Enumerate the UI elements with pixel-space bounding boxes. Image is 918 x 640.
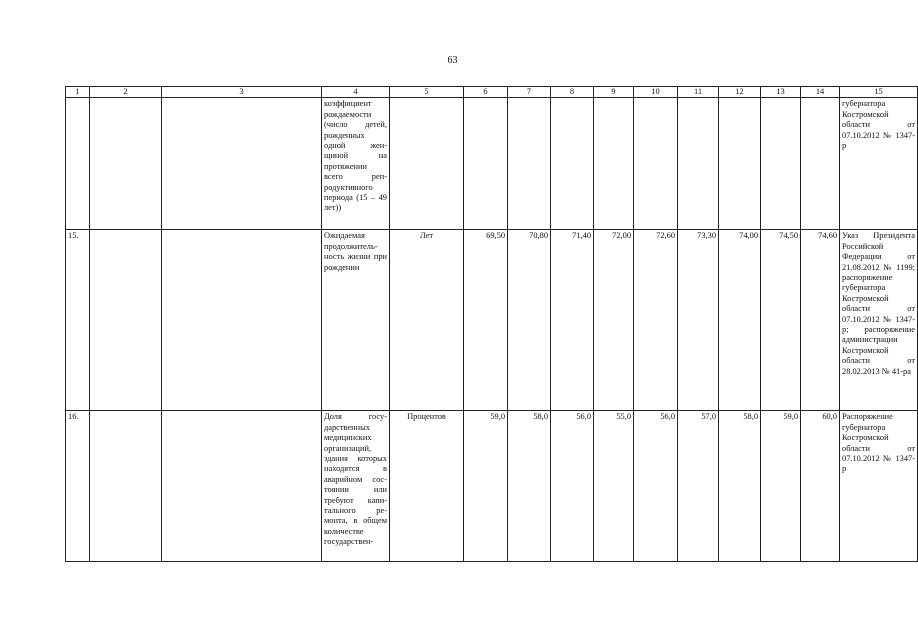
value-cell: 72,60 [634,230,678,411]
row-number: 15. [66,230,90,411]
page-number: 63 [447,55,458,66]
value-cell: 60,0 [801,411,840,562]
value-cell: 56,0 [551,411,594,562]
table-row [66,411,918,562]
header-cell-12: 12 [719,87,761,98]
col2-cell [90,411,162,562]
row-number: 16. [66,411,90,562]
row-number [66,98,90,230]
legal-basis: Указ Президента Российской Федерации от 21.08.2012 № 1199; распоряжение губернатора Костромской области от 07.10.2012 № 1347-р; распоряжение администрации Костромской области от 28.02.2013 № 41-ра [840,230,918,411]
value-cell: 58,0 [508,411,551,562]
unit-cell [390,98,464,230]
legal-basis: Распоряжение губернатора Костромской области от 07.10.2012 № 1347-р [840,411,918,562]
value-cell: 57,0 [678,411,719,562]
col3-cell [162,230,322,411]
header-row [66,87,918,98]
value-cell [761,98,801,230]
value-cell [508,98,551,230]
header-cell-5: 5 [390,87,464,98]
value-cell: 70,80 [508,230,551,411]
header-cell-15: 15 [840,87,918,98]
value-cell: 59,0 [464,411,508,562]
unit-cell: Процентов [390,411,464,562]
value-cell [719,98,761,230]
value-cell: 58,0 [719,411,761,562]
header-cell-14: 14 [801,87,840,98]
value-cell: 74,00 [719,230,761,411]
indicator-name: Доля госу- дарственных медицинских организаций, здания которых находятся в аварийном сос- тоянии или требуют капи- тального ре- монта, в общем количестве государствен- [322,411,390,562]
header-cell-7: 7 [508,87,551,98]
col3-cell [162,98,322,230]
value-cell [464,98,508,230]
table-row [66,230,918,411]
col3-cell [162,411,322,562]
value-cell: 72,00 [594,230,634,411]
value-cell [594,98,634,230]
value-cell [634,98,678,230]
value-cell: 74,50 [761,230,801,411]
header-cell-9: 9 [594,87,634,98]
indicator-name: Ожидаемая продолжитель- ность жизни при рождении [322,230,390,411]
header-cell-13: 13 [761,87,801,98]
header-cell-6: 6 [464,87,508,98]
col2-cell [90,230,162,411]
value-cell [678,98,719,230]
unit-cell: Лет [390,230,464,411]
header-cell-1: 1 [66,87,90,98]
value-cell: 69,50 [464,230,508,411]
header-cell-3: 3 [162,87,322,98]
value-cell: 71,40 [551,230,594,411]
col2-cell [90,98,162,230]
value-cell: 73,30 [678,230,719,411]
header-cell-4: 4 [322,87,390,98]
indicator-name: коэффициент рождаемости (число детей, рожденных одной жен- щиной на протяжении всего реп- родуктивного периода (15 – 49 лет)) [322,98,390,230]
legal-basis: губернатора Костромской области от 07.10.2012 № 1347-р [840,98,918,230]
table-row [66,98,918,230]
header-cell-11: 11 [678,87,719,98]
header-cell-2: 2 [90,87,162,98]
value-cell: 74,60 [801,230,840,411]
header-cell-10: 10 [634,87,678,98]
header-cell-8: 8 [551,87,594,98]
indicators-table [65,86,918,562]
value-cell: 59,0 [761,411,801,562]
value-cell [551,98,594,230]
value-cell [801,98,840,230]
value-cell: 55,0 [594,411,634,562]
value-cell: 56,0 [634,411,678,562]
